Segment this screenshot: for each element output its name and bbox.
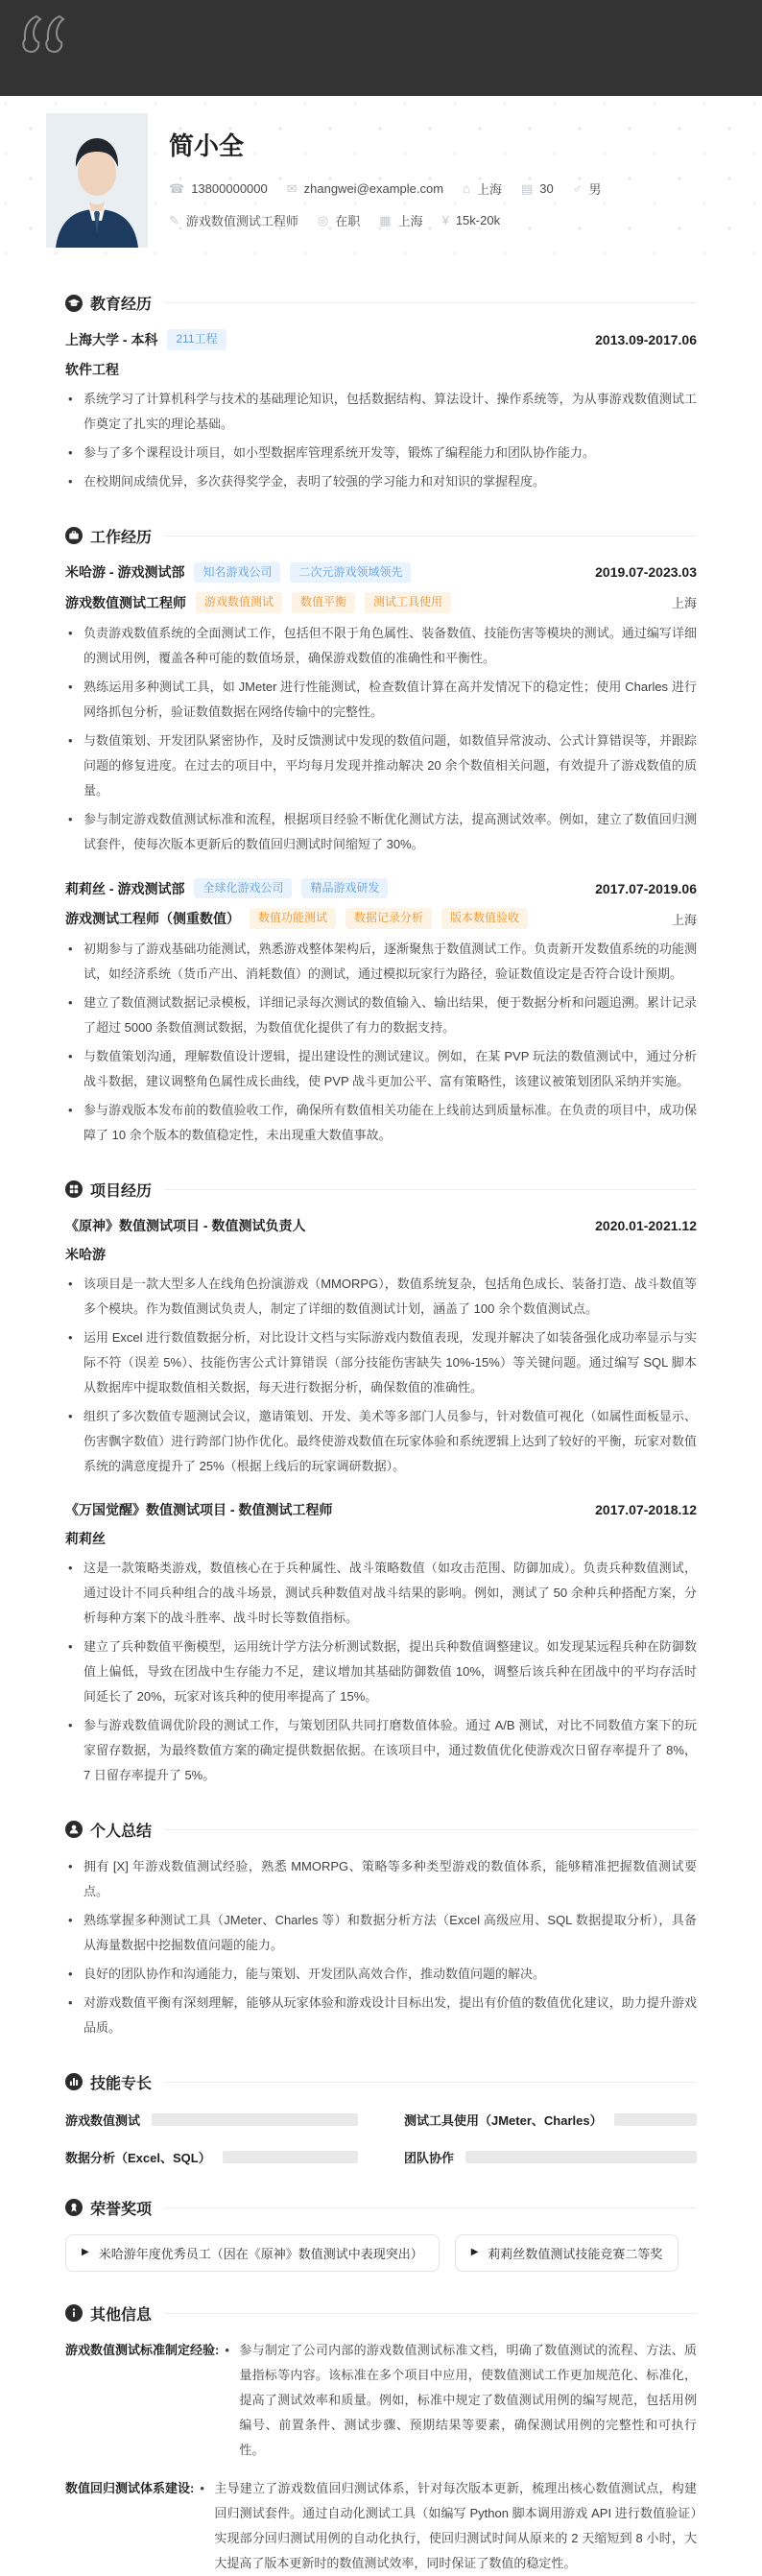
phone-icon: ☎ [169,181,185,196]
section-header-other [65,2302,697,2325]
status-icon: ◎ [317,213,329,227]
other-info-item [65,2338,697,2463]
bullet-item: • 参与游戏版本发布前的数值验收工作，确保所有数值相关功能在上线前达到质量标准。在负责的项目中，成功保障了 10 余个版本的数值稳定性，未出现重大数值事故。 [65,1098,697,1148]
salary-item [442,213,500,227]
gender-value: 男 [588,182,602,197]
work-location: 上海 [671,912,697,927]
work-entry [65,562,697,857]
work-entry [65,878,697,1148]
section-divider [165,2313,697,2314]
candidate-name: 简小全 [169,131,245,160]
role-tag: 数值平衡 [292,592,355,613]
bullet-item: • 与数值策划、开发团队紧密协作，及时反馈测试中发现的数值问题，如数值异常波动、公式计算错误等，并跟踪问题的修复进度。在过去的项目中，平均每月发现并推动解决 20 余个数值相关问题，有效提升了游戏数值的质量。 [65,728,697,803]
contact-row-2 [169,211,601,229]
position-value: 游戏数值测试工程师 [185,214,298,228]
section-header-work [65,525,697,547]
phone-value: 13800000000 [191,181,268,196]
other-info-label: 数值回归测试体系建设: [65,2480,195,2495]
section-title: 技能专长 [90,2075,153,2092]
project-entry [65,1500,697,1788]
section-title: 项目经历 [90,1182,153,1200]
bullet-item: • 对游戏数值平衡有深刻理解，能够从玩家体验和游戏设计目标出发，提出有价值的数值优化建议，助力提升游戏品质。 [65,1991,697,2040]
role-tag: 测试工具使用 [365,592,451,613]
play-icon: ▶ [82,2247,89,2258]
bullet-item: • 拥有 [X] 年游戏数值测试经验，熟悉 MMORPG、策略等多种类型游戏的数值体系，能够精准把握数值测试要点。 [65,1854,697,1904]
company-tag: 知名游戏公司 [194,562,280,584]
bullet-item: • 这是一款策略类游戏，数值核心在于兵种属性、战斗策略数值（如攻击范围、防御加成）。负责兵种数值测试，通过设计不同兵种组合的战斗场景，测试兵种数值对战斗结果的影响。例如，测试了 50 余种兵种搭配方案，分析每种方案下的战斗胜率、战斗时长等数值指标。 [65,1556,697,1631]
education-bullets [65,387,697,494]
award-chip[interactable] [65,2234,440,2272]
work-date: 2019.07-2023.03 [595,564,697,581]
graduation-cap-icon [65,295,83,312]
award-chips [65,2234,697,2272]
bullet-item: • 熟练掌握多种测试工具（JMeter、Charles 等）和数据分析方法（Excel 高级应用、SQL 数据提取分析），具备从海量数据中挖掘数值问题的能力。 [65,1908,697,1958]
section-header-awards [65,2197,697,2219]
award-chip[interactable] [455,2234,679,2272]
bullet-item: • 该项目是一款大型多人在线角色扮演游戏（MMORPG），数值系统复杂，包括角色成长、装备打造、战斗数值等多个模块。作为数值测试负责人，制定了详细的数值测试计划，涵盖了 100 余个数值测试点。 [65,1272,697,1322]
company-tag: 全球化游戏公司 [194,878,292,899]
bullet-item: • 系统学习了计算机科学与技术的基础理论知识，包括数据结构、算法设计、操作系统等，为从事游戏数值测试工作奠定了扎实的理论基础。 [65,387,697,437]
project-entry [65,1216,697,1479]
city-value: 上海 [476,182,502,197]
school-name: 上海大学 - 本科 [65,331,158,347]
award-text: 莉莉丝数值测试技能竞赛二等奖 [488,2246,663,2261]
profile-photo [46,113,148,248]
education-entry [65,329,697,494]
section-divider [165,302,697,303]
briefcase-icon [65,527,83,544]
section-divider [165,536,697,537]
gender-item [573,179,602,198]
skill-bar [223,2151,358,2163]
project-date: 2020.01-2021.12 [595,1217,697,1233]
project-company: 莉莉丝 [65,1530,106,1546]
resume-body [0,257,762,2576]
bullet-item: • 参与制定游戏数值测试标准和流程，根据项目经验不断优化测试方法，提高测试效率。例如，建立了数值回归测试套件，使每次版本更新后的数值回归测试时间缩短了 30%。 [65,807,697,857]
section-title: 教育经历 [90,297,153,313]
education-date: 2013.09-2017.06 [595,331,697,347]
role-tag: 数据记录分析 [345,908,432,929]
role-name: 游戏数值测试工程师 [65,594,186,610]
quote-icon [19,12,71,59]
other-info-item [65,2476,697,2576]
home-icon: ⌂ [463,181,470,196]
job-status-item [318,211,360,229]
work-city-item [379,211,422,229]
skill-item [65,2148,358,2166]
gender-icon: ♂ [572,181,583,196]
skill-item [404,2148,697,2166]
skill-bar [614,2113,697,2126]
company-name: 米哈游 - 游戏测试部 [65,564,185,581]
skills-grid [65,2111,697,2166]
age-value: 30 [539,181,554,196]
play-icon: ▶ [470,2247,479,2258]
age-icon: ▤ [520,181,534,196]
section-title: 个人总结 [90,1823,153,1840]
role-name: 游戏测试工程师（侧重数值） [65,911,240,927]
major-name: 软件工程 [65,361,119,377]
section-header-education [65,292,697,314]
mail-icon: ✉ [286,181,298,196]
email-item [287,181,443,196]
contact-row-1 [169,179,601,198]
role-tag: 游戏数值测试 [196,592,282,613]
top-banner [0,0,762,96]
role-tag: 数值功能测试 [250,908,336,929]
section-header-projects [65,1179,697,1201]
award-text: 米哈游年度优秀员工（因在《原神》数值测试中表现突出） [98,2246,423,2261]
skill-item [404,2111,697,2129]
bullet-item: • 参与游戏数值调优阶段的测试工作，与策划团队共同打磨数值体验。通过 A/B 测试，对比不同数值方案下的玩家留存数据，为最终数值方案的确定提供数据依据。在该项目中，通过数值优化使游戏次日留存率提升了 8%，7 日留存率提升了 5%。 [65,1713,697,1788]
project-name: 《原神》数值测试项目 - 数值测试负责人 [65,1217,306,1233]
skill-label: 测试工具使用（JMeter、Charles） [404,2112,603,2128]
info-icon [65,2304,83,2322]
bullet-item: • 组织了多次数值专题测试会议，邀请策划、开发、美术等多部门人员参与，针对数值可视化（如属性面板显示、伤害飘字数值）进行跨部门协作优化。最终使游戏数值在玩家体验和系统逻辑上达到了较好的平衡，玩家对数值系统的满意度提升了 25%（根据上线后的玩家调研数据）。 [65,1404,697,1479]
position-item [169,211,298,229]
section-divider [165,2082,697,2083]
section-title: 其他信息 [90,2306,153,2324]
bullet-item: • 建立了数值测试数据记录模板，详细记录每次测试的数值输入、输出结果，便于数据分析和问题追溯。累计记录了超过 5000 条数值测试数据，为数值优化提供了有力的数据支持。 [65,990,697,1040]
position-icon: ✎ [169,213,179,227]
other-info-text: • 参与制定了公司内部的游戏数值测试标准文档，明确了数值测试的流程、方法、质量指标等内容。该标准在多个项目中应用，使数值测试工作更加规范化、标准化，提高了测试效率和质量。例如，标准中规定了数值测试用例的编写规范，包括用例编号、前置条件、测试步骤、预期结果等要素，确保测试用例的完整性和可执行性。 [223,2338,697,2463]
salary-value: 15k-20k [455,213,501,227]
section-title: 工作经历 [90,529,153,546]
bullet-item: • 建立了兵种数值平衡模型，运用统计学方法分析测试数据，提出兵种数值调整建议。如发现某远程兵种在防御数值上偏低，导致在团战中生存能力不足，建议增加其基础防御数值 10%，调整后该兵种在团战中的平均存活时间延长了 20%，玩家对该兵种的使用率提高了 15%。 [65,1634,697,1709]
building-icon: ▦ [379,213,392,227]
role-tag: 版本数值验收 [441,908,528,929]
bullet-item: • 负责游戏数值系统的全面测试工作，包括但不限于角色属性、装备数值、技能伤害等模块的测试。通过编写详细的测试用例，覆盖各种可能的数值场景，确保游戏数值的准确性和平衡性。 [65,621,697,671]
work-date: 2017.07-2019.06 [595,880,697,896]
salary-icon: ¥ [441,213,449,227]
bullet-item: • 熟练运用多种测试工具，如 JMeter 进行性能测试，检查数值计算在高并发情况下的稳定性；使用 Charles 进行网络抓包分析，验证数值数据在网络传输中的完整性。 [65,675,697,725]
work-bullets [65,621,697,857]
work-bullets [65,937,697,1148]
email-value: zhangwei@example.com [303,181,444,196]
skill-label: 团队协作 [404,2150,455,2165]
skill-bar [465,2151,697,2163]
medal-icon [65,2199,83,2216]
company-tag: 二次元游戏领域领先 [290,562,411,584]
section-divider [165,1829,697,1830]
section-divider [165,1189,697,1190]
bullet-item: • 运用 Excel 进行数值数据分析，对比设计文档与实际游戏内数值表现，发现并解决了如装备强化成功率显示与实际不符（误差 5%）、技能伤害公式计算错误（部分技能伤害缺失 10%-15%）等关键问题。通过编写 SQL 脚本从数据库中提取数值相关数据，每天进行数据分析，确保数值的准确性。 [65,1325,697,1400]
section-title: 荣誉奖项 [90,2201,153,2218]
work-location: 上海 [671,596,697,611]
other-info-label: 游戏数值测试标准制定经验: [65,2342,220,2357]
bullet-item: • 初期参与了游戏基础功能测试，熟悉游戏整体架构后，逐渐聚焦于数值测试工作。负责新开发数值系统的功能测试，如经济系统（货币产出、消耗数值）的测试，通过模拟玩家行为路径，验证数值设定是否符合设计预期。 [65,937,697,987]
company-name: 莉莉丝 - 游戏测试部 [65,880,185,896]
section-header-skills [65,2071,697,2093]
work-city-value: 上海 [397,214,423,228]
school-tag: 211工程 [167,329,226,350]
person-icon [65,1821,83,1838]
section-header-summary [65,1819,697,1841]
skill-label: 数据分析（Excel、SQL） [65,2150,211,2165]
bullet-item: • 良好的团队协作和沟通能力，能与策划、开发团队高效合作，推动数值问题的解决。 [65,1962,697,1987]
skill-item [65,2111,358,2129]
project-bullets [65,1272,697,1479]
skill-bar [152,2113,358,2126]
section-divider [165,2207,697,2208]
project-company: 米哈游 [65,1246,106,1262]
project-date: 2017.07-2018.12 [595,1501,697,1517]
job-status-value: 在职 [335,214,361,228]
company-tag: 精品游戏研发 [301,878,388,899]
project-name: 《万国觉醒》数值测试项目 - 数值测试工程师 [65,1501,333,1517]
profile-header [0,96,762,257]
summary-bullets [65,1854,697,2040]
phone-item [169,181,268,196]
grid-icon [65,1181,83,1198]
age-item [521,181,554,196]
chart-icon [65,2073,83,2090]
bullet-item: • 在校期间成绩优异，多次获得奖学金，表明了较强的学习能力和对知识的掌握程度。 [65,469,697,494]
other-info-text: • 主导建立了游戏数值回归测试体系，针对每次版本更新，梳理出核心数值测试点，构建回归测试套件。通过自动化测试工具（如编写 Python 脚本调用游戏 API 进行数值验证）实现部分回归测试用例的自动化执行，使回归测试时间从原来的 2 天缩短到 8 小时，大大提高了版本更新时的数值测试效率，同时保证了数值的稳定性。 [198,2476,697,2576]
bullet-item: • 与数值策划沟通，理解数值设计逻辑，提出建设性的测试建议。例如，在某 PVP 玩法的数值测试中，通过分析战斗数据，建议调整角色属性成长曲线，使 PVP 战斗更加公平、富有策略性，该建议被策划团队采纳并实施。 [65,1044,697,1094]
bullet-item: • 参与了多个课程设计项目，如小型数据库管理系统开发等，锻炼了编程能力和团队协作能力。 [65,441,697,465]
city-item [463,179,502,198]
project-bullets [65,1556,697,1788]
skill-label: 游戏数值测试 [65,2112,141,2128]
